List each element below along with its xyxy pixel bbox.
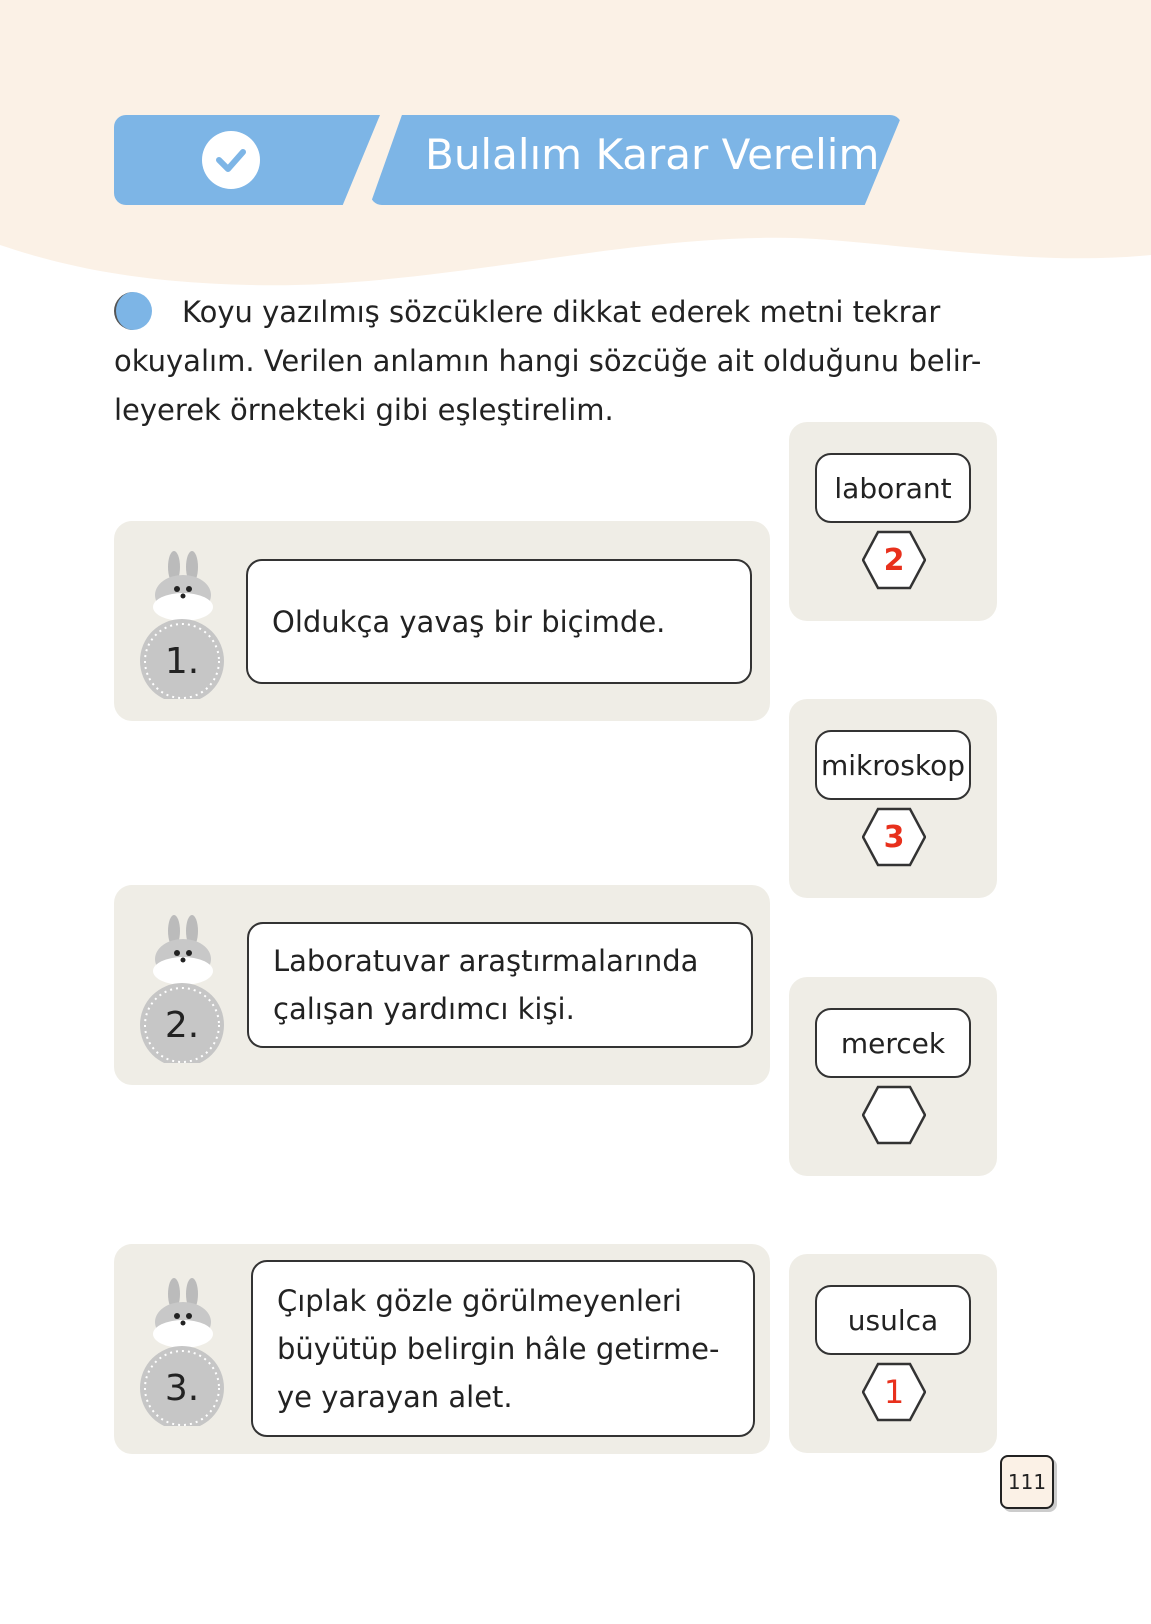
word-label: mercek: [815, 1008, 971, 1078]
page-title: Bulalım Karar Verelim: [425, 130, 880, 179]
word-label: usulca: [815, 1285, 971, 1355]
bunny-icon: [138, 913, 228, 1063]
answer-hexagon[interactable]: [862, 1085, 926, 1145]
check-circle-icon: [202, 131, 260, 189]
definition-number: 1.: [164, 640, 200, 682]
answer-value: 2: [883, 542, 905, 578]
instruction-text: Koyu yazılmış sözcüklere dikkat ederek metni tekrar okuyalım. Verilen anlamın hangi sözcüğe ait olduğunu belir-leyerek örnekteki gibi eşleştirelim.: [114, 295, 982, 427]
answer-hexagon[interactable]: [862, 1362, 926, 1422]
definition-text: Laboratuvar araştırmalarında çalışan yardımcı kişi.: [247, 922, 753, 1048]
word-card-3: [789, 977, 997, 1176]
definition-row-3: [114, 1244, 770, 1454]
definition-text: Oldukça yavaş bir biçimde.: [246, 559, 752, 684]
definition-row-2: [114, 885, 770, 1085]
answer-hexagon[interactable]: [862, 807, 926, 867]
bunny-icon: [138, 1276, 228, 1426]
answer-hexagon[interactable]: [862, 530, 926, 590]
bullet-icon: [114, 292, 152, 330]
definition-text: Çıplak gözle görülmeyenleri büyütüp belirgin hâle getirme-ye yarayan alet.: [251, 1260, 755, 1437]
instruction: [114, 288, 994, 435]
word-card-2: [789, 699, 997, 898]
answer-value: [862, 1085, 926, 1145]
bunny-icon: [138, 549, 228, 699]
definition-number: 2.: [164, 1004, 200, 1046]
definition-row-1: [114, 521, 770, 721]
definition-number: 3.: [164, 1367, 200, 1409]
page-number: 111: [1000, 1455, 1054, 1509]
word-card-1: [789, 422, 997, 621]
word-label: mikroskop: [815, 730, 971, 800]
word-card-4: [789, 1254, 997, 1453]
word-label: laborant: [815, 453, 971, 523]
answer-value: 1: [883, 1373, 905, 1411]
answer-value: 3: [883, 819, 905, 855]
